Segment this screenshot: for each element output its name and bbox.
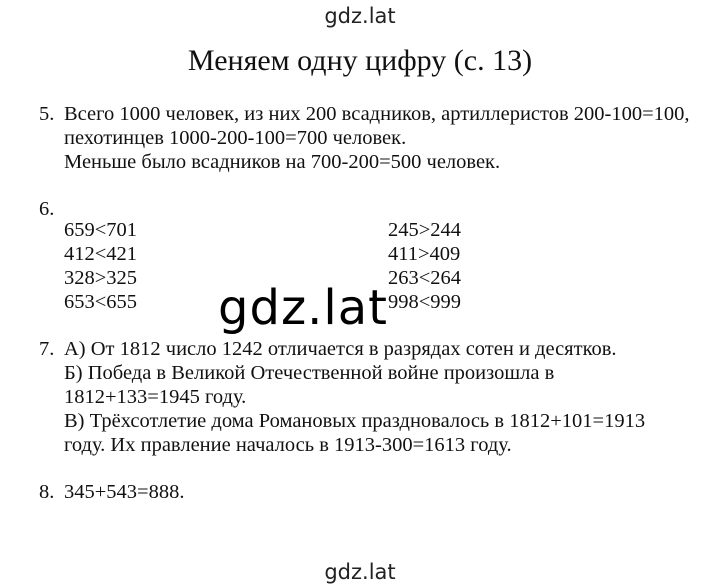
task-6-number: 6. <box>39 198 55 220</box>
task-7-line-2: Б) Победа в Великой Отечественной войне произошла в <box>64 362 555 384</box>
task-5-line-1: Всего 1000 человек, из них 200 всадников, артиллеристов 200-100=100, <box>64 103 690 125</box>
task-5-number: 5. <box>39 103 55 125</box>
task-7-line-5: году. Их правление началось в 1913-300=1613 году. <box>64 434 512 456</box>
task-8-number: 8. <box>39 481 55 503</box>
task-6-right-3: 263<264 <box>388 267 462 289</box>
page-title: Меняем одну цифру (с. 13) <box>187 44 533 77</box>
task-5-line-2: пехотинцев 1000-200-100=700 человек. <box>64 127 407 149</box>
task-7-number: 7. <box>39 338 55 360</box>
task-7-line-3: 1812+133=1945 году. <box>64 386 247 408</box>
watermark-top: gdz.lat <box>324 4 396 28</box>
task-8-line: 345+543=888. <box>64 481 185 503</box>
task-7-line-4: В) Трёхсотлетие дома Романовых праздновалось в 1812+101=1913 <box>64 410 646 432</box>
task-6-right-2: 411>409 <box>388 243 461 265</box>
watermark-middle: gdz.lat <box>218 280 388 336</box>
task-5-line-3: Меньше было всадников на 700-200=500 человек. <box>64 151 501 173</box>
task-6-right-4: 998<999 <box>388 291 462 313</box>
task-6-left-1: 659<701 <box>64 219 138 241</box>
task-7-line-1: А) От 1812 число 1242 отличается в разрядах сотен и десятков. <box>64 338 617 360</box>
task-6-left-3: 328>325 <box>64 267 138 289</box>
task-6-right-1: 245>244 <box>388 219 462 241</box>
task-6-left-2: 412<421 <box>64 243 138 265</box>
watermark-bottom: gdz.lat <box>324 560 396 584</box>
task-6-left-4: 653<655 <box>64 291 138 313</box>
